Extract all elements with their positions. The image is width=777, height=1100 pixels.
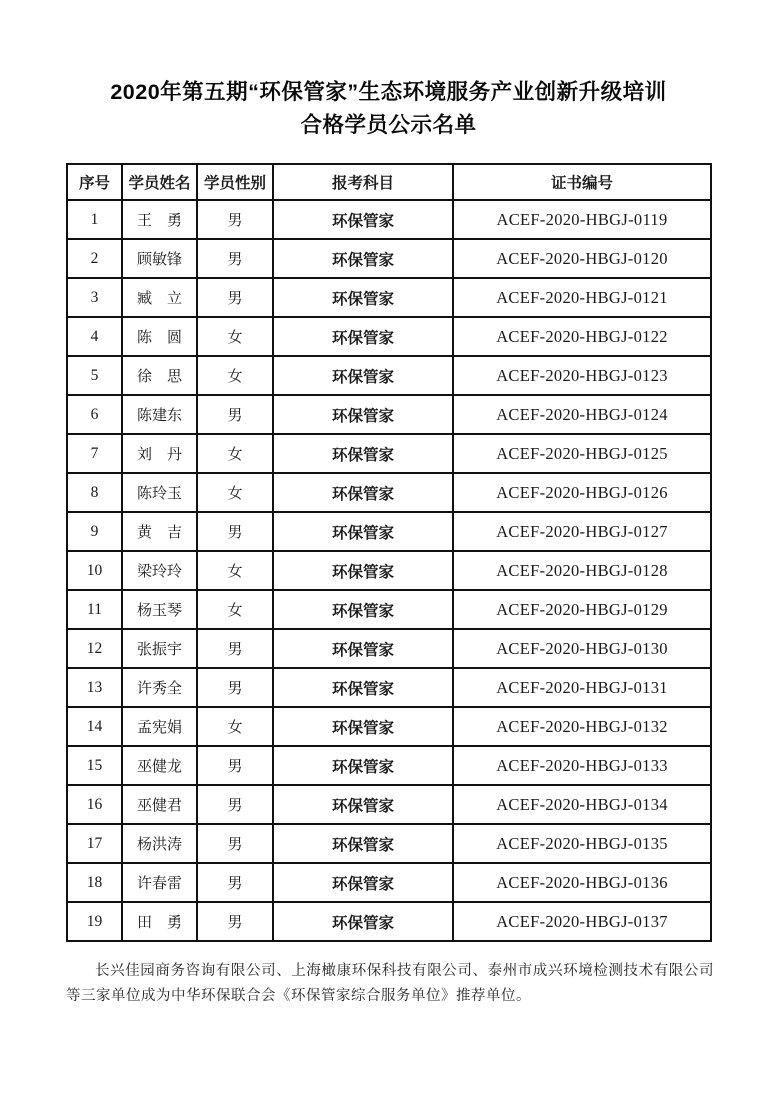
cell-certificate-number: ACEF-2020-HBGJ-0126 bbox=[453, 473, 711, 512]
cell-exam-subject: 环保管家 bbox=[273, 551, 453, 590]
cell-trainee-gender: 男 bbox=[197, 785, 273, 824]
table-row bbox=[67, 746, 711, 785]
cell-certificate-number: ACEF-2020-HBGJ-0137 bbox=[453, 902, 711, 941]
table-row bbox=[67, 278, 711, 317]
cell-trainee-name: 黄 吉 bbox=[122, 512, 197, 551]
cell-exam-subject: 环保管家 bbox=[273, 239, 453, 278]
cell-exam-subject: 环保管家 bbox=[273, 434, 453, 473]
cell-trainee-name: 张振宇 bbox=[122, 629, 197, 668]
table-row bbox=[67, 785, 711, 824]
cell-exam-subject: 环保管家 bbox=[273, 512, 453, 551]
cell-exam-subject: 环保管家 bbox=[273, 317, 453, 356]
table-header-row bbox=[67, 164, 711, 200]
table-row bbox=[67, 590, 711, 629]
cell-serial-number: 14 bbox=[67, 707, 122, 746]
cell-certificate-number: ACEF-2020-HBGJ-0133 bbox=[453, 746, 711, 785]
cell-trainee-name: 田 勇 bbox=[122, 902, 197, 941]
cell-certificate-number: ACEF-2020-HBGJ-0122 bbox=[453, 317, 711, 356]
col-header-cert: 证书编号 bbox=[453, 164, 711, 200]
cell-certificate-number: ACEF-2020-HBGJ-0119 bbox=[453, 200, 711, 239]
table-row bbox=[67, 551, 711, 590]
cell-serial-number: 11 bbox=[67, 590, 122, 629]
cell-serial-number: 16 bbox=[67, 785, 122, 824]
table-row bbox=[67, 473, 711, 512]
cell-trainee-name: 徐 思 bbox=[122, 356, 197, 395]
trainee-roster-table bbox=[66, 163, 712, 942]
cell-trainee-name: 刘 丹 bbox=[122, 434, 197, 473]
cell-trainee-gender: 男 bbox=[197, 512, 273, 551]
cell-certificate-number: ACEF-2020-HBGJ-0124 bbox=[453, 395, 711, 434]
cell-trainee-gender: 女 bbox=[197, 473, 273, 512]
cell-serial-number: 13 bbox=[67, 668, 122, 707]
table-row bbox=[67, 239, 711, 278]
table-row bbox=[67, 863, 711, 902]
cell-certificate-number: ACEF-2020-HBGJ-0136 bbox=[453, 863, 711, 902]
cell-serial-number: 12 bbox=[67, 629, 122, 668]
cell-exam-subject: 环保管家 bbox=[273, 473, 453, 512]
cell-serial-number: 19 bbox=[67, 902, 122, 941]
cell-serial-number: 3 bbox=[67, 278, 122, 317]
cell-certificate-number: ACEF-2020-HBGJ-0120 bbox=[453, 239, 711, 278]
col-header-name: 学员姓名 bbox=[122, 164, 197, 200]
cell-exam-subject: 环保管家 bbox=[273, 902, 453, 941]
cell-serial-number: 15 bbox=[67, 746, 122, 785]
cell-exam-subject: 环保管家 bbox=[273, 278, 453, 317]
footer-note: 长兴佳园商务咨询有限公司、上海橄康环保科技有限公司、泰州市成兴环境检测技术有限公司等三家单位成为中华环保联合会《环保管家综合服务单位》推荐单位。 bbox=[66, 963, 714, 1004]
col-header-no: 序号 bbox=[67, 164, 122, 200]
cell-certificate-number: ACEF-2020-HBGJ-0128 bbox=[453, 551, 711, 590]
cell-certificate-number: ACEF-2020-HBGJ-0121 bbox=[453, 278, 711, 317]
table-row bbox=[67, 356, 711, 395]
cell-serial-number: 5 bbox=[67, 356, 122, 395]
cell-exam-subject: 环保管家 bbox=[273, 395, 453, 434]
cell-certificate-number: ACEF-2020-HBGJ-0125 bbox=[453, 434, 711, 473]
cell-serial-number: 6 bbox=[67, 395, 122, 434]
table-row bbox=[67, 512, 711, 551]
cell-exam-subject: 环保管家 bbox=[273, 629, 453, 668]
cell-trainee-name: 陈建东 bbox=[122, 395, 197, 434]
table-row bbox=[67, 317, 711, 356]
cell-serial-number: 4 bbox=[67, 317, 122, 356]
cell-trainee-gender: 女 bbox=[197, 551, 273, 590]
cell-certificate-number: ACEF-2020-HBGJ-0134 bbox=[453, 785, 711, 824]
cell-certificate-number: ACEF-2020-HBGJ-0132 bbox=[453, 707, 711, 746]
cell-trainee-name: 杨洪涛 bbox=[122, 824, 197, 863]
cell-exam-subject: 环保管家 bbox=[273, 707, 453, 746]
col-header-gender: 学员性别 bbox=[197, 164, 273, 200]
cell-trainee-gender: 女 bbox=[197, 317, 273, 356]
cell-serial-number: 18 bbox=[67, 863, 122, 902]
cell-trainee-name: 王 勇 bbox=[122, 200, 197, 239]
cell-trainee-gender: 男 bbox=[197, 746, 273, 785]
cell-serial-number: 1 bbox=[67, 200, 122, 239]
cell-trainee-name: 陈 圆 bbox=[122, 317, 197, 356]
cell-serial-number: 9 bbox=[67, 512, 122, 551]
cell-certificate-number: ACEF-2020-HBGJ-0127 bbox=[453, 512, 711, 551]
cell-trainee-gender: 男 bbox=[197, 863, 273, 902]
cell-trainee-name: 梁玲玲 bbox=[122, 551, 197, 590]
cell-trainee-gender: 男 bbox=[197, 278, 273, 317]
cell-exam-subject: 环保管家 bbox=[273, 668, 453, 707]
document-title bbox=[40, 76, 737, 142]
cell-trainee-name: 巫健龙 bbox=[122, 746, 197, 785]
cell-trainee-gender: 女 bbox=[197, 356, 273, 395]
title-line-2: 合格学员公示名单 bbox=[300, 113, 477, 137]
title-line-1: 2020年第五期“环保管家”生态环境服务产业创新升级培训 bbox=[110, 80, 667, 104]
col-header-subject: 报考科目 bbox=[273, 164, 453, 200]
cell-exam-subject: 环保管家 bbox=[273, 200, 453, 239]
cell-exam-subject: 环保管家 bbox=[273, 356, 453, 395]
cell-serial-number: 8 bbox=[67, 473, 122, 512]
cell-trainee-gender: 男 bbox=[197, 824, 273, 863]
cell-trainee-name: 顾敏锋 bbox=[122, 239, 197, 278]
cell-trainee-name: 臧 立 bbox=[122, 278, 197, 317]
cell-trainee-name: 杨玉琴 bbox=[122, 590, 197, 629]
cell-serial-number: 7 bbox=[67, 434, 122, 473]
cell-trainee-gender: 男 bbox=[197, 239, 273, 278]
cell-serial-number: 10 bbox=[67, 551, 122, 590]
table-row bbox=[67, 824, 711, 863]
table-row bbox=[67, 668, 711, 707]
cell-trainee-gender: 女 bbox=[197, 434, 273, 473]
table-row bbox=[67, 902, 711, 941]
cell-trainee-name: 孟宪娟 bbox=[122, 707, 197, 746]
cell-trainee-name: 许秀全 bbox=[122, 668, 197, 707]
cell-exam-subject: 环保管家 bbox=[273, 824, 453, 863]
table-row bbox=[67, 434, 711, 473]
cell-trainee-gender: 男 bbox=[197, 200, 273, 239]
cell-exam-subject: 环保管家 bbox=[273, 863, 453, 902]
cell-certificate-number: ACEF-2020-HBGJ-0129 bbox=[453, 590, 711, 629]
cell-serial-number: 17 bbox=[67, 824, 122, 863]
cell-trainee-name: 陈玲玉 bbox=[122, 473, 197, 512]
cell-trainee-gender: 男 bbox=[197, 668, 273, 707]
table-row bbox=[67, 629, 711, 668]
cell-trainee-gender: 男 bbox=[197, 395, 273, 434]
cell-exam-subject: 环保管家 bbox=[273, 746, 453, 785]
cell-trainee-gender: 女 bbox=[197, 707, 273, 746]
cell-certificate-number: ACEF-2020-HBGJ-0123 bbox=[453, 356, 711, 395]
cell-certificate-number: ACEF-2020-HBGJ-0135 bbox=[453, 824, 711, 863]
cell-trainee-gender: 女 bbox=[197, 590, 273, 629]
cell-certificate-number: ACEF-2020-HBGJ-0131 bbox=[453, 668, 711, 707]
table-row bbox=[67, 395, 711, 434]
cell-exam-subject: 环保管家 bbox=[273, 785, 453, 824]
table-row bbox=[67, 200, 711, 239]
cell-certificate-number: ACEF-2020-HBGJ-0130 bbox=[453, 629, 711, 668]
cell-trainee-gender: 男 bbox=[197, 629, 273, 668]
cell-exam-subject: 环保管家 bbox=[273, 590, 453, 629]
table-row bbox=[67, 707, 711, 746]
cell-trainee-name: 巫健君 bbox=[122, 785, 197, 824]
cell-trainee-gender: 男 bbox=[197, 902, 273, 941]
cell-trainee-name: 许春雷 bbox=[122, 863, 197, 902]
cell-serial-number: 2 bbox=[67, 239, 122, 278]
